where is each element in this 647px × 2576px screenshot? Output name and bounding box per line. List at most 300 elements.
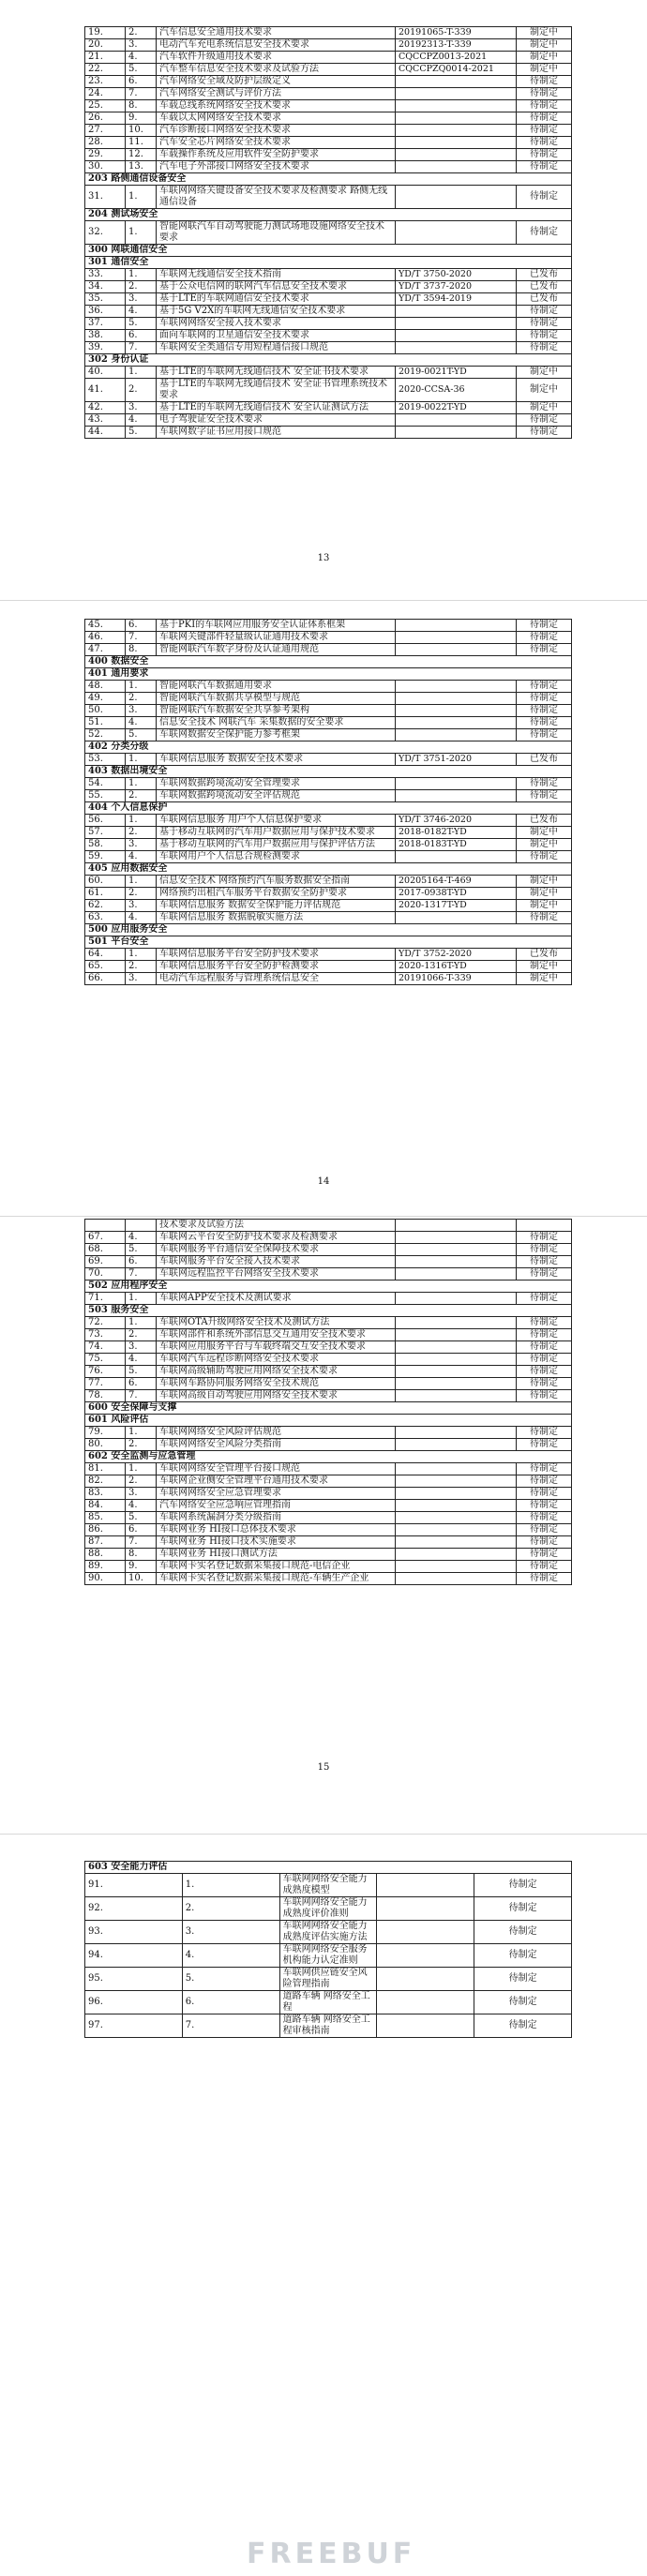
row-number: 69. xyxy=(85,1256,126,1268)
sub-number: 8. xyxy=(126,100,157,112)
standard-code: 2019-0022T-YD xyxy=(396,402,517,414)
section-title: 203 路侧通信设备安全 xyxy=(85,173,572,186)
row-number: 80. xyxy=(85,1439,126,1451)
standard-row xyxy=(85,778,572,790)
standard-row xyxy=(85,125,572,137)
standard-status: 待制定 xyxy=(517,1329,572,1341)
standard-status: 待制定 xyxy=(517,644,572,656)
row-number: 43. xyxy=(85,414,126,427)
standard-status: 已发布 xyxy=(517,754,572,766)
standard-row xyxy=(85,39,572,52)
sub-number: 3. xyxy=(126,1341,157,1354)
sub-number: 1. xyxy=(126,269,157,281)
sub-number: 3. xyxy=(126,705,157,717)
sub-number: 2. xyxy=(126,961,157,973)
sub-number: 9. xyxy=(126,1561,157,1573)
standard-name: 车联网业务 HI接口测试方法 xyxy=(157,1549,396,1561)
row-number: 78. xyxy=(85,1390,126,1402)
sub-number: 2. xyxy=(126,693,157,705)
standard-name: 汽车信息安全通用技术要求 xyxy=(157,27,396,39)
row-number: 27. xyxy=(85,125,126,137)
row-number: 35. xyxy=(85,293,126,306)
standard-name: 汽车诊断接口网络安全技术要求 xyxy=(157,125,396,137)
section-title: 600 安全保障与支撑 xyxy=(85,1402,572,1415)
standard-status: 待制定 xyxy=(517,1524,572,1536)
standard-row xyxy=(85,379,572,402)
row-number: 50. xyxy=(85,705,126,717)
standard-code xyxy=(377,1944,474,1968)
standard-row xyxy=(85,402,572,414)
row-number: 57. xyxy=(85,827,126,839)
standard-row xyxy=(85,367,572,379)
standard-row xyxy=(85,827,572,839)
standard-code: 20191065-T-339 xyxy=(396,27,517,39)
row-number: 42. xyxy=(85,402,126,414)
standard-name: 基于LTE的车联网无线通信技术 安全证书技术要求 xyxy=(157,367,396,379)
standard-row xyxy=(85,112,572,125)
standard-row xyxy=(85,1366,572,1378)
standard-status: 待制定 xyxy=(517,1256,572,1268)
sub-number: 1. xyxy=(126,815,157,827)
row-number: 62. xyxy=(85,900,126,912)
standard-name: 车联网汽车远程诊断网络安全技术要求 xyxy=(157,1354,396,1366)
standard-name: 汽车网络安全应急响应管理指南 xyxy=(157,1500,396,1512)
sub-number xyxy=(126,1220,157,1232)
standard-code: YD/T 3752-2020 xyxy=(396,949,517,961)
sub-number: 6. xyxy=(126,1524,157,1536)
standard-status: 待制定 xyxy=(517,1293,572,1305)
standard-row xyxy=(85,876,572,888)
standard-row xyxy=(85,281,572,293)
sub-number: 2. xyxy=(126,1475,157,1488)
standard-name: 智能网联汽车数据共享模型与规范 xyxy=(157,693,396,705)
section-header-row xyxy=(85,257,572,269)
sub-number: 4. xyxy=(126,1500,157,1512)
standard-code: YD/T 3737-2020 xyxy=(396,281,517,293)
standard-name: 车联网网络安全风险评估规范 xyxy=(157,1427,396,1439)
standard-code xyxy=(396,427,517,439)
standard-status: 已发布 xyxy=(517,293,572,306)
standard-code xyxy=(396,1463,517,1475)
standard-status: 待制定 xyxy=(517,88,572,100)
standard-name: 基于LTE的车联网通信安全技术要求 xyxy=(157,293,396,306)
standard-status: 待制定 xyxy=(517,427,572,439)
row-number: 28. xyxy=(85,137,126,149)
standard-code xyxy=(396,1317,517,1329)
standard-name: 基于5G V2X的车联网无线通信安全技术要求 xyxy=(157,306,396,318)
standard-row xyxy=(85,100,572,112)
row-number: 65. xyxy=(85,961,126,973)
standard-status: 待制定 xyxy=(517,1341,572,1354)
standard-code: 2018-0183T-YD xyxy=(396,839,517,851)
standard-row xyxy=(85,221,572,245)
standard-status: 制定中 xyxy=(517,888,572,900)
standard-status: 待制定 xyxy=(474,1921,572,1944)
standard-status: 待制定 xyxy=(517,1500,572,1512)
standard-status: 待制定 xyxy=(517,851,572,863)
row-number: 96. xyxy=(85,1991,183,2014)
row-number: 88. xyxy=(85,1549,126,1561)
page-number: 14 xyxy=(317,1176,330,1187)
standard-row xyxy=(85,1329,572,1341)
standard-status: 待制定 xyxy=(517,1268,572,1281)
sub-number: 7. xyxy=(126,1390,157,1402)
standard-row xyxy=(85,1220,572,1232)
standard-row xyxy=(85,1488,572,1500)
sub-number: 4. xyxy=(126,912,157,924)
standard-code xyxy=(396,1573,517,1585)
standard-status: 待制定 xyxy=(517,1354,572,1366)
standard-name: 车载以太网网络安全技术要求 xyxy=(157,112,396,125)
standard-row xyxy=(85,293,572,306)
standard-status: 待制定 xyxy=(517,1317,572,1329)
standard-status: 待制定 xyxy=(517,1439,572,1451)
row-number: 53. xyxy=(85,754,126,766)
row-number: 59. xyxy=(85,851,126,863)
standard-status: 待制定 xyxy=(517,76,572,88)
standard-status: 待制定 xyxy=(517,1512,572,1524)
standard-code: 20192313-T-339 xyxy=(396,39,517,52)
row-number: 49. xyxy=(85,693,126,705)
standard-status: 待制定 xyxy=(517,161,572,173)
sub-number: 2. xyxy=(126,27,157,39)
standard-code xyxy=(396,632,517,644)
row-number: 83. xyxy=(85,1488,126,1500)
standard-name: 车联网网络安全能力成熟度评估实施方法 xyxy=(279,1921,377,1944)
standard-row xyxy=(85,342,572,354)
standard-name: 车联网卡实名登记数据采集接口规范-电信企业 xyxy=(157,1561,396,1573)
row-number: 36. xyxy=(85,306,126,318)
sub-number: 3. xyxy=(126,973,157,985)
standard-name: 基于公众电信网的联网汽车信息安全技术要求 xyxy=(157,281,396,293)
sub-number: 5. xyxy=(126,1244,157,1256)
standard-code xyxy=(396,1293,517,1305)
standard-name: 智能网联汽车自动驾驶能力测试场地设施网络安全技术要求 xyxy=(157,221,396,245)
standard-name: 车联网网络安全风险分类指南 xyxy=(157,1439,396,1451)
standard-code xyxy=(396,1390,517,1402)
standard-status: 待制定 xyxy=(517,778,572,790)
standard-code xyxy=(396,1220,517,1232)
standard-name: 面向车联网的卫星通信安全技术要求 xyxy=(157,330,396,342)
standard-name: 车联网远程监控平台网络安全技术要求 xyxy=(157,1268,396,1281)
row-number: 44. xyxy=(85,427,126,439)
standard-status: 待制定 xyxy=(517,1573,572,1585)
row-number: 94. xyxy=(85,1944,183,1968)
standard-name: 车联网服务平台安全接入技术要求 xyxy=(157,1256,396,1268)
standard-status: 已发布 xyxy=(517,815,572,827)
standard-name: 车载操作系统及应用软件安全防护要求 xyxy=(157,149,396,161)
section-header-row xyxy=(85,209,572,221)
sub-number: 1. xyxy=(126,876,157,888)
standard-code xyxy=(396,149,517,161)
row-number: 71. xyxy=(85,1293,126,1305)
standard-row xyxy=(85,1549,572,1561)
standard-name: 道路车辆 网络安全工程审核指南 xyxy=(279,2014,377,2038)
standard-row xyxy=(85,900,572,912)
standard-name: 汽车软件升级通用技术要求 xyxy=(157,52,396,64)
standard-name: 车联网用户个人信息合规检测要求 xyxy=(157,851,396,863)
standard-code xyxy=(396,620,517,632)
standard-status: 制定中 xyxy=(517,839,572,851)
standard-code xyxy=(396,414,517,427)
standard-status: 制定中 xyxy=(517,367,572,379)
standard-row xyxy=(85,851,572,863)
row-number: 22. xyxy=(85,64,126,76)
standard-status: 待制定 xyxy=(517,1366,572,1378)
standard-status: 制定中 xyxy=(517,961,572,973)
row-number: 20. xyxy=(85,39,126,52)
sub-number: 2. xyxy=(126,281,157,293)
standard-row xyxy=(85,681,572,693)
standard-code xyxy=(396,705,517,717)
standard-row xyxy=(85,1268,572,1281)
standard-row xyxy=(85,161,572,173)
sub-number: 2. xyxy=(126,379,157,402)
standard-row xyxy=(85,705,572,717)
standard-name: 汽车整车信息安全技术要求及试验方法 xyxy=(157,64,396,76)
standard-name: 智能网联汽车数据安全共享参考架构 xyxy=(157,705,396,717)
standard-row xyxy=(85,1439,572,1451)
standard-name: 车联网网络关键设备安全技术要求及检测要求 路侧无线通信设备 xyxy=(157,186,396,209)
sub-number: 1. xyxy=(126,949,157,961)
standard-name: 车联网网络安全能力成熟度评价准则 xyxy=(279,1897,377,1921)
standard-status: 待制定 xyxy=(517,705,572,717)
row-number: 37. xyxy=(85,318,126,330)
standard-status: 待制定 xyxy=(517,1390,572,1402)
section-header-row xyxy=(85,1305,572,1317)
standard-row xyxy=(85,88,572,100)
standard-row xyxy=(85,1475,572,1488)
standard-row xyxy=(85,1944,572,1968)
standard-code xyxy=(396,717,517,729)
standard-code xyxy=(396,1488,517,1500)
row-number: 19. xyxy=(85,27,126,39)
sub-number: 1. xyxy=(126,778,157,790)
standard-status: 待制定 xyxy=(517,1244,572,1256)
sub-number: 5. xyxy=(126,1512,157,1524)
standard-row xyxy=(85,52,572,64)
row-number: 87. xyxy=(85,1536,126,1549)
standard-status: 制定中 xyxy=(517,39,572,52)
standard-name: 车联网数字证书应用接口规范 xyxy=(157,427,396,439)
standards-table-page-14 xyxy=(84,619,572,985)
standard-row xyxy=(85,1524,572,1536)
standard-name: 车联网关键部件轻量级认证通用技术要求 xyxy=(157,632,396,644)
standard-code xyxy=(396,1256,517,1268)
sub-number: 3. xyxy=(126,1488,157,1500)
standard-row xyxy=(85,1991,572,2014)
sub-number: 3. xyxy=(126,900,157,912)
standard-row xyxy=(85,815,572,827)
standard-name: 电动汽车充电系统信息安全技术要求 xyxy=(157,39,396,52)
standard-row xyxy=(85,1921,572,1944)
standard-status: 待制定 xyxy=(517,790,572,802)
standard-status: 待制定 xyxy=(517,912,572,924)
standard-name: 车联网云平台安全防护技术要求及检测要求 xyxy=(157,1232,396,1244)
standard-code xyxy=(396,1329,517,1341)
row-number: 86. xyxy=(85,1524,126,1536)
standard-code xyxy=(396,342,517,354)
row-number: 54. xyxy=(85,778,126,790)
sub-number: 7. xyxy=(182,2014,279,2038)
standard-status: 待制定 xyxy=(517,693,572,705)
sub-number: 2. xyxy=(126,1329,157,1341)
section-title: 603 安全能力评估 xyxy=(85,1862,572,1874)
section-header-row xyxy=(85,656,572,668)
standard-code: 2020-1317T-YD xyxy=(396,900,517,912)
sub-number: 1. xyxy=(126,1317,157,1329)
sub-number: 6. xyxy=(182,1991,279,2014)
standard-code xyxy=(396,161,517,173)
sub-number: 4. xyxy=(126,1354,157,1366)
standard-code: 2018-0182T-YD xyxy=(396,827,517,839)
standard-code xyxy=(396,1354,517,1366)
standard-status: 待制定 xyxy=(517,1549,572,1561)
section-header-row xyxy=(85,245,572,257)
sub-number: 4. xyxy=(182,1944,279,1968)
section-title: 501 平台安全 xyxy=(85,936,572,949)
row-number: 63. xyxy=(85,912,126,924)
standard-code xyxy=(396,1427,517,1439)
section-header-row xyxy=(85,1402,572,1415)
sub-number: 5. xyxy=(126,427,157,439)
sub-number: 4. xyxy=(126,851,157,863)
sub-number: 5. xyxy=(126,64,157,76)
sub-number: 3. xyxy=(126,839,157,851)
section-title: 402 分类分级 xyxy=(85,741,572,754)
standard-code xyxy=(396,1378,517,1390)
standard-code xyxy=(396,1536,517,1549)
row-number: 73. xyxy=(85,1329,126,1341)
standard-status: 待制定 xyxy=(517,221,572,245)
standard-code xyxy=(396,100,517,112)
row-number: 41. xyxy=(85,379,126,402)
section-header-row xyxy=(85,173,572,186)
sub-number: 2. xyxy=(126,827,157,839)
standard-code xyxy=(377,2014,474,2038)
standard-name: 网络预约出租汽车服务平台数据安全防护要求 xyxy=(157,888,396,900)
standard-name: 车联网业务 HI接口总体技术要求 xyxy=(157,1524,396,1536)
section-title: 300 网联通信安全 xyxy=(85,245,572,257)
standard-code xyxy=(377,1968,474,1991)
standard-row xyxy=(85,1463,572,1475)
standard-code: 20191066-T-339 xyxy=(396,973,517,985)
standard-name: 车联网供应链安全风险管理指南 xyxy=(279,1968,377,1991)
standard-name: 汽车电子外部接口网络安全技术要求 xyxy=(157,161,396,173)
sub-number: 9. xyxy=(126,112,157,125)
row-number: 58. xyxy=(85,839,126,851)
row-number: 46. xyxy=(85,632,126,644)
standard-status: 待制定 xyxy=(517,100,572,112)
standard-name: 车联网数据安全保护能力参考框架 xyxy=(157,729,396,741)
standard-name: 车联网网络安全管理平台接口规范 xyxy=(157,1463,396,1475)
standard-status: 待制定 xyxy=(517,717,572,729)
row-number: 79. xyxy=(85,1427,126,1439)
standard-row xyxy=(85,27,572,39)
standard-status: 待制定 xyxy=(517,137,572,149)
section-title: 503 服务安全 xyxy=(85,1305,572,1317)
section-title: 302 身份认证 xyxy=(85,354,572,367)
sub-number: 3. xyxy=(126,402,157,414)
standard-row xyxy=(85,1897,572,1921)
standard-name: 车联网信息服务平台安全防护检测要求 xyxy=(157,961,396,973)
standard-name: 车联网部件和系统外部信息交互通用安全技术要求 xyxy=(157,1329,396,1341)
sub-number: 6. xyxy=(126,1256,157,1268)
standard-name: 基于LTE的车联网无线通信技术 安全证书管理系统技术要求 xyxy=(157,379,396,402)
standard-code xyxy=(396,693,517,705)
sub-number: 5. xyxy=(126,1366,157,1378)
section-title: 401 通用要求 xyxy=(85,668,572,681)
sub-number: 13. xyxy=(126,161,157,173)
row-number: 61. xyxy=(85,888,126,900)
standard-code xyxy=(377,1897,474,1921)
standard-row xyxy=(85,1232,572,1244)
standard-code xyxy=(377,1991,474,2014)
standard-code xyxy=(377,1921,474,1944)
row-number: 52. xyxy=(85,729,126,741)
standard-code: YD/T 3750-2020 xyxy=(396,269,517,281)
standard-status: 制定中 xyxy=(517,64,572,76)
standard-status: 已发布 xyxy=(517,281,572,293)
sub-number: 2. xyxy=(182,1897,279,1921)
standard-row xyxy=(85,632,572,644)
standard-code: 2020-1316T-YD xyxy=(396,961,517,973)
standard-status: 制定中 xyxy=(517,379,572,402)
standard-code xyxy=(396,1549,517,1561)
row-number: 91. xyxy=(85,1874,183,1897)
sub-number: 5. xyxy=(126,729,157,741)
row-number: 26. xyxy=(85,112,126,125)
standard-status: 待制定 xyxy=(517,342,572,354)
sub-number: 1. xyxy=(126,681,157,693)
sub-number: 1. xyxy=(126,367,157,379)
standard-name: 车联网车路协同服务网络安全技术规范 xyxy=(157,1378,396,1390)
standard-status: 制定中 xyxy=(517,900,572,912)
standard-row xyxy=(85,330,572,342)
standard-code xyxy=(396,1512,517,1524)
row-number: 31. xyxy=(85,186,126,209)
sub-number: 1. xyxy=(126,754,157,766)
sub-number: 3. xyxy=(126,293,157,306)
standard-code xyxy=(396,1341,517,1354)
row-number: 29. xyxy=(85,149,126,161)
sub-number: 4. xyxy=(126,1232,157,1244)
standard-code xyxy=(396,1475,517,1488)
section-header-row xyxy=(85,863,572,876)
standard-code: YD/T 3746-2020 xyxy=(396,815,517,827)
section-header-row xyxy=(85,766,572,778)
standard-code xyxy=(396,912,517,924)
row-number: 67. xyxy=(85,1232,126,1244)
row-number: 45. xyxy=(85,620,126,632)
standard-status: 待制定 xyxy=(517,1475,572,1488)
standard-name: 道路车辆 网络安全工程 xyxy=(279,1991,377,2014)
row-number: 90. xyxy=(85,1573,126,1585)
standard-row xyxy=(85,137,572,149)
standard-row xyxy=(85,1561,572,1573)
standard-row xyxy=(85,888,572,900)
section-title: 204 测试场安全 xyxy=(85,209,572,221)
standard-row xyxy=(85,620,572,632)
standard-status: 待制定 xyxy=(517,125,572,137)
standard-code xyxy=(396,1232,517,1244)
row-number: 32. xyxy=(85,221,126,245)
standard-name: 基于PKI的车联网应用服务安全认证体系框架 xyxy=(157,620,396,632)
standard-code: 20205164-T-469 xyxy=(396,876,517,888)
standard-status: 待制定 xyxy=(517,330,572,342)
standard-status: 待制定 xyxy=(474,1897,572,1921)
standard-row xyxy=(85,912,572,924)
